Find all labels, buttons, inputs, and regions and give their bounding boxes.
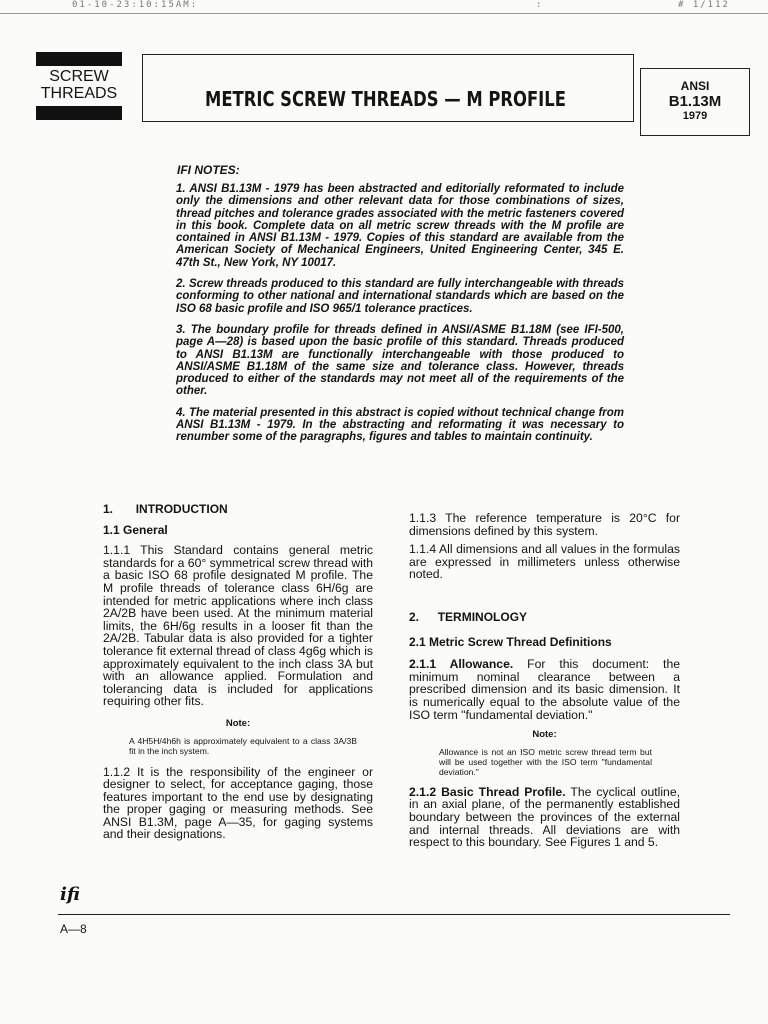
paragraph-1-1-3-number: 1.1.3: [409, 511, 437, 525]
page-number: A—8: [60, 922, 87, 936]
basic-thread-profile-definition: The cyclical outline, in an axial plane, of the permanently established boundary between the provinces of the external and internal threads. All deviations are with respect to this boundary. See Figures 1 and 5.: [409, 784, 681, 850]
standard-box: [640, 68, 750, 136]
paragraph-1-1-1-number: 1.1.1: [103, 543, 131, 558]
left-column: [103, 503, 373, 841]
right-column: [409, 512, 680, 849]
section-1-heading: [103, 503, 373, 516]
paragraph-1-1-2-text: It is the responsibility of the engineer or designer to select, for acceptance gaging, those features important to the end use by designating the proper gaging or measuring methods. See ANSI B1.3M, page A—35, for gaging systems and their designations.: [103, 764, 374, 842]
fax-page-number: # 1/112: [678, 0, 730, 10]
footer-rule: [58, 914, 730, 915]
section-tab-top-bar: [36, 52, 122, 66]
subsection-1-1: 1.1 General: [103, 522, 168, 537]
standard-year: 1979: [682, 110, 708, 122]
paragraph-1-1-3-text: The reference temperature is 20°C for dimensions defined by this system.: [409, 511, 680, 538]
paragraph-2-1-2: [409, 786, 680, 849]
paragraph-1-1-1: [103, 544, 373, 708]
paragraph-1-1-4-text: All dimensions and all values in the formulas are expressed in millimeters unless otherwise noted.: [409, 542, 680, 582]
section-tab-bottom-bar: [36, 106, 122, 120]
basic-thread-profile-term: 2.1.2 Basic Thread Profile.: [409, 784, 566, 799]
section-1-number: 1.: [103, 502, 114, 516]
paragraph-1-1-2: [103, 766, 373, 842]
fax-rule: [0, 13, 768, 14]
standard-code: B1.13M: [668, 93, 722, 110]
note-text-left: A 4H5H/4h6h is approximately equivalent to a class 3A/3B fit in the inch system.: [129, 735, 357, 756]
section-2-heading: [409, 611, 680, 624]
section-1-title: INTRODUCTION: [135, 502, 228, 516]
ifi-notes-heading: IFI NOTES:: [177, 163, 240, 177]
paragraph-1-1-2-number: 1.1.2: [103, 764, 131, 779]
allowance-term: 2.1.1 Allowance.: [409, 657, 514, 672]
page-title: METRIC SCREW THREADS — M PROFILE: [205, 87, 566, 111]
ifi-note-3: 3. The boundary profile for threads defined in ANSI/ASME B1.18M (see IFI-500, page A—28) is based upon the basic profile of this standard. Threads produced to ANSI B1.13M are functionally interchangeable with those produced to ANSI/ASME B1.18M of the same size and tolerance class. However, threads produced to either of the standards may not meet all of the requirements of the other.: [176, 323, 624, 398]
section-tab: [36, 68, 122, 102]
paragraph-2-1-1: [409, 658, 680, 721]
section-tab-line2: THREADS: [40, 85, 118, 102]
ifi-logo: ifi: [60, 884, 80, 905]
ifi-note-2: 2. Screw threads produced to this standard are fully interchangeable with threads conforming to other national and international standards which are based on the ISO 68 basic profile and ISO 965/1 tolerance practices.: [176, 278, 624, 315]
section-2-number: 2.: [409, 609, 420, 624]
section-tab-line1: SCREW: [49, 68, 109, 85]
paragraph-1-1-4: [409, 543, 680, 581]
standard-label: ANSI: [680, 79, 710, 93]
title-box: [142, 54, 634, 122]
note-heading-left: Note:: [225, 717, 251, 729]
subsection-2-1: 2.1 Metric Screw Thread Definitions: [409, 634, 612, 649]
note-text-right: Allowance is not an ISO metric screw thread term but will be used together with the ISO term "fundamental deviation.": [439, 746, 652, 777]
paragraph-1-1-4-number: 1.1.4: [409, 542, 437, 557]
fax-timestamp: 01-10-23:10:15AM:: [72, 0, 199, 10]
ifi-note-4: 4. The material presented in this abstract is copied without technical change from ANSI B1.13M - 1979. In the abstracting and reformating it was necessary to renumber some of the paragraphs, figures and tables to maintain continuity.: [176, 406, 624, 444]
note-heading-right: Note:: [532, 729, 557, 741]
allowance-definition: For this document: the minimum nominal clearance between a prescribed dimension and its basic dimension. It is numerically equal to the absolute value of the ISO term "fundamental deviation.": [409, 657, 680, 722]
fax-separator: :: [536, 0, 544, 10]
paragraph-1-1-3: [409, 512, 680, 537]
ifi-note-1: 1. ANSI B1.13M - 1979 has been abstracted and editorially reformated to include only the dimensions and other relevant data for those combinations of sizes, thread pitches and tolerance grades associated with the metric fasteners covered in this book. Complete data on all metric screw threads with the M profile are contained in ANSI B1.13M - 1979. Copies of this standard are available from the American Society of Mechanical Engineers, United Engineering Center, 345 E. 47th St., New York, NY 10017.: [176, 183, 624, 269]
ifi-notes: [176, 183, 624, 444]
paragraph-1-1-1-text: This Standard contains general metric standards for a 60° symmetrical screw thread with a basic ISO 68 profile designated M profile. The M profile threads of tolerance class 6H/6g are intended for metric applications where inch class 2A/2B have been used. At the minimum material limits, the 6H/6g results in a looser fit than the 2A/2B. Tabular data is also provided for a tighter tolerance fit external thread of class 4g6g which is approximately equivalent to the inch class 3A but with an allowance applied. Formulation and tolerancing data is included for applications requiring other fits.: [103, 543, 373, 709]
section-2-title: TERMINOLOGY: [437, 609, 528, 624]
